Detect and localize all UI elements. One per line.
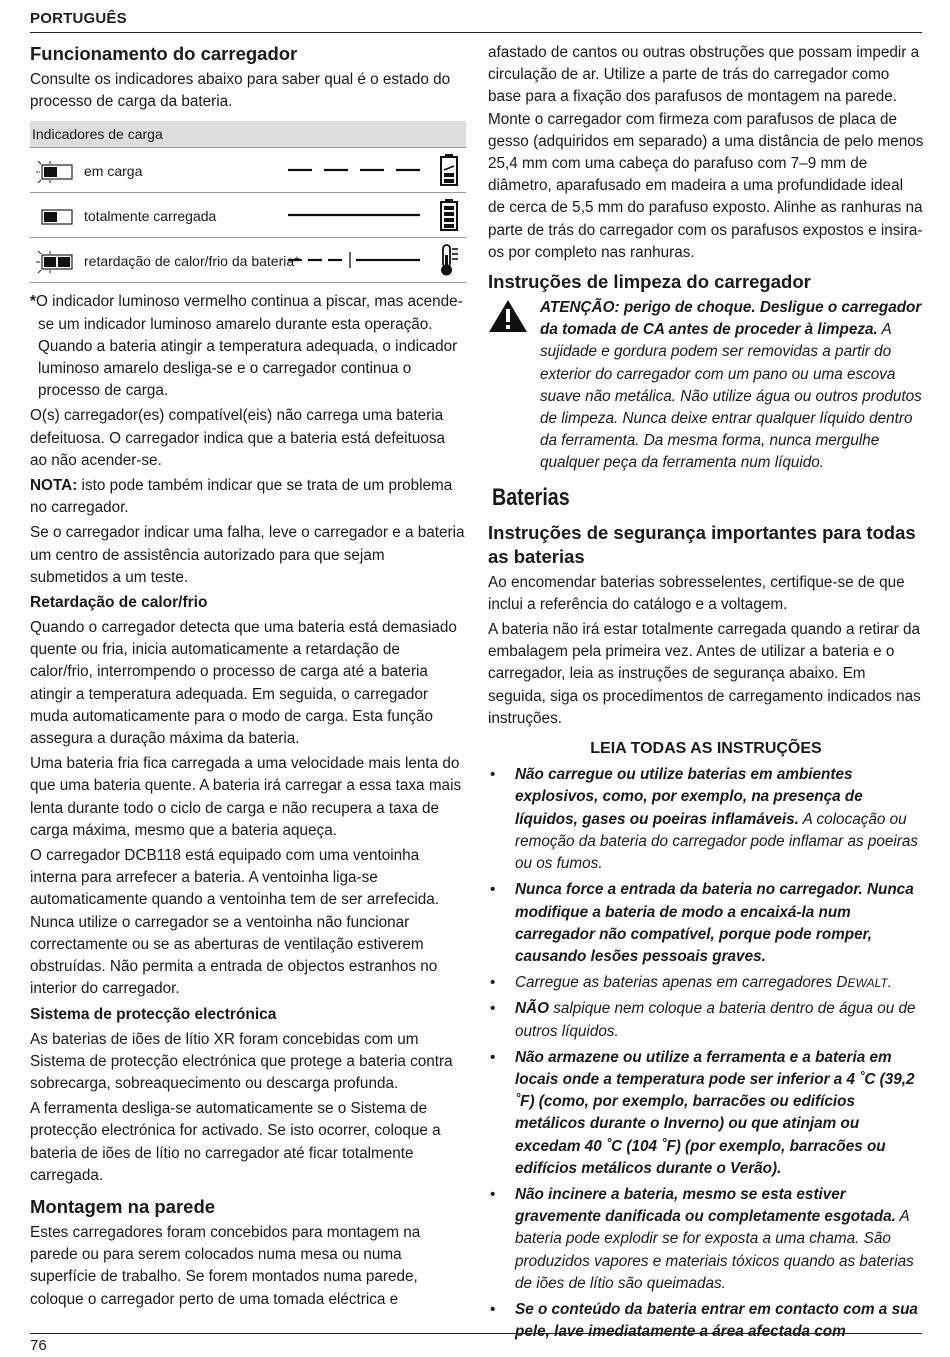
indicator-row-hot-cold-delay xyxy=(30,237,466,282)
section-heading-cleaning: Instruções de limpeza do carregador xyxy=(488,271,811,293)
indicator-table-header: Indicadores de carga xyxy=(30,121,466,147)
note-indicator-footnote: *O indicador luminoso vermelho continua a piscar, mas acende-se um indicador luminoso amarelo durante esta operação. Quando a bateria atingir a temperatura adequada, o indicador luminoso amarelo desliga-se e o carregador continua o processo de carga. xyxy=(30,293,463,400)
list-item: • Não armazene ou utilize a ferramenta e a bateria em locais onde a temperatura pode ser inferior a 4 ˚C (39,2 ˚F) (como, por exemplo, barracões ou edifícios metálicos durante o Inverno) ou que atinjam ou excedam 40 ˚C (104 ˚F) (por exemplo, barracões ou edifícios metálicos durante o Verão). xyxy=(488,1047,924,1180)
paragraph-defective-battery: O(s) carregador(es) compatível(eis) não carrega uma bateria defeituosa. O carregador indica que a bateria está defeituosa ao não acender-se. xyxy=(30,407,445,469)
flashing-red-led-icon xyxy=(36,161,76,183)
dash-then-solid-pattern-icon xyxy=(288,250,423,270)
list-item: • Nunca force a entrada da bateria no carregador. Nunca modifique a bateria de modo a encaixá-la num carregador não compatível, porque pode romper, causando lesões pessoais graves. xyxy=(488,879,924,968)
list-item: • Se o conteúdo da bateria entrar em contacto com a sua pele, lave imediatamente a área afectada com xyxy=(488,1299,924,1343)
section-heading-wall-mount: Montagem na parede xyxy=(30,1195,216,1217)
paragraph-nota: NOTA: isto pode também indicar que se trata de um problema no carregador. xyxy=(30,477,453,517)
battery-charging-icon xyxy=(438,153,460,187)
charge-indicator-table xyxy=(30,121,466,283)
paragraph-protection-1: As baterias de iões de lítio XR foram concebidas com um Sistema de protecção electrónica que protege a bateria contra sobrecarga, sobreaquecimento ou descarga profunda. xyxy=(30,1030,453,1092)
red-yellow-led-icon xyxy=(36,251,76,273)
section-heading-batteries: Baterias xyxy=(492,483,570,511)
list-item: • Carregue as baterias apenas em carregadores DEWALT. xyxy=(488,972,924,994)
list-item: • NÃO salpique nem coloque a bateria dentro de água ou de outros líquidos. xyxy=(488,998,924,1042)
paragraph-wall-mount: Estes carregadores foram concebidos para montagem na parede ou para serem colocados numa mesa ou numa superfície de trabalho. Se forem montados numa parede, coloque o carregador perto de uma tomada eléctrica e xyxy=(30,1223,421,1308)
footer-divider xyxy=(30,1333,922,1334)
heading-read-all-instructions: LEIA TODAS AS INSTRUÇÕES xyxy=(590,740,822,758)
dashed-pattern-icon xyxy=(288,166,423,174)
paragraph-wall-mount-continued: afastado de cantos ou outras obstruções que possam impedir a circulação de ar. Utilize a parte de trás do carregador como base para a fixação dos parafusos de montagem na parede. Monte o carregador com firmeza com parafusos de placa de gesso (adquiridos em separado) a uma distância de pelo menos 25,4 mm com uma cabeça do parafuso com 7–9 mm de diâmetro, aparafusado em madeira a uma profundidade ideal de cerca de 5,5 mm do parafuso exposto. Alinhe as ranhuras na parte de trás do carregador com os parafusos expostos e insira-os por completo nas ranhuras. xyxy=(488,44,924,261)
indicator-label: em carga xyxy=(84,163,143,180)
paragraph-consult-indicators: Consulte os indicadores abaixo para saber qual é o estado do processo de carga da bateria. xyxy=(30,71,451,111)
page-number: 76 xyxy=(30,1337,47,1354)
indicator-label: totalmente carregada xyxy=(84,208,217,225)
section-heading-charger-operation: Funcionamento do carregador xyxy=(30,43,298,64)
paragraph-hot-cold-2: Uma bateria fria fica carregada a uma velocidade mais lenta do que uma bateria quente. A bateria irá carregar a essa taxa mais lenta durante todo o ciclo de carga e não recupera a taxa de carga máxima, mesmo que a bateria aqueça. xyxy=(30,755,462,839)
section-heading-battery-safety: Instruções de segurança importantes para todas as baterias xyxy=(488,521,916,567)
warning-shock-hazard: ATENÇÃO: perigo de choque. Desligue o carregador da tomada de CA antes de proceder à limpeza. A sujidade e gordura podem ser removidas a partir do exterior do carregador com um pano ou uma escova suave não metálica. Não utilize água ou outros produtos de limpeza. Nunca deixe entrar qualquer líquido dentro da ferramenta. Da mesma forma, nunca mergulhe qualquer peça da ferramenta num líquido. xyxy=(488,297,924,475)
indicator-row-charging xyxy=(30,147,466,192)
safety-bullet-list xyxy=(488,764,924,1343)
indicator-row-fully-charged xyxy=(30,192,466,237)
right-column xyxy=(488,42,924,1347)
thermometer-icon xyxy=(438,243,460,277)
paragraph-fault-service: Se o carregador indicar uma falha, leve o carregador e a bateria um centro de assistência autorizado para que sejam submetidos a um teste. xyxy=(30,524,465,586)
paragraph-hot-cold-1: Quando o carregador detecta que uma bateria está demasiado quente ou fria, inicia automaticamente a retardação de calor/frio, interrompendo o processo de carga até a bateria atingir a temperatura adequada. Em seguida, o carregador muda automaticamente para o modo de carga. Esta função assegura a duração máxima da bateria. xyxy=(30,619,457,748)
left-column xyxy=(30,42,466,1314)
solid-red-led-icon xyxy=(36,206,76,228)
paragraph-ordering: Ao encomendar baterias sobresselentes, certifique-se de que inclui a referência do catálogo e a voltagem. xyxy=(488,573,905,613)
paragraph-not-fully-charged: A bateria não irá estar totalmente carregada quando a retirar da embalagem pela primeira vez. Antes de utilizar a bateria e o carregador, leia as instruções de segurança abaixo. Em seguida, siga os procedimentos de carregamento indicados nas instruções. xyxy=(488,621,921,727)
page-language-header: PORTUGUÊS xyxy=(30,10,127,27)
solid-line-pattern-icon xyxy=(288,211,423,219)
header-divider xyxy=(30,32,922,33)
battery-full-icon xyxy=(438,198,460,232)
list-item: • Não incinere a bateria, mesmo se esta estiver gravemente danificada ou completamente esgotada. A bateria pode explodir se for exposta a uma chama. São produzidos vapores e materiais tóxicos quando as baterias de iões de lítio são queimadas. xyxy=(488,1184,924,1295)
subheading-electronic-protection: Sistema de protecção electrónica xyxy=(30,1005,277,1023)
indicator-label: retardação de calor/frio da bateria* xyxy=(84,253,300,270)
paragraph-protection-2: A ferramenta desliga-se automaticamente se o Sistema de protecção electrónica for activado. Se isto ocorrer, coloque a bateria de iões de lítio no carregador até ficar totalmente carregada. xyxy=(30,1100,441,1184)
list-item: • Não carregue ou utilize baterias em ambientes explosivos, como, por exemplo, na presença de líquidos, gases ou poeiras inflamáveis. A colocação ou remoção da bateria do carregador pode inflamar as poeiras ou os fumos. xyxy=(488,764,924,875)
paragraph-fan: O carregador DCB118 está equipado com uma ventoinha interna para arrefecer a bateria. A ventoinha liga-se automaticamente quando a ventoinha tem de ser arrefecida. Nunca utilize o carregador se a ventoinha não funcionar correctamente ou se as aberturas de ventilação estiverem obstruídas. Não permita a entrada de objectos estranhos no interior do carregador. xyxy=(30,847,440,998)
warning-triangle-icon xyxy=(488,299,528,333)
subheading-hot-cold-delay: Retardação de calor/frio xyxy=(30,594,208,612)
